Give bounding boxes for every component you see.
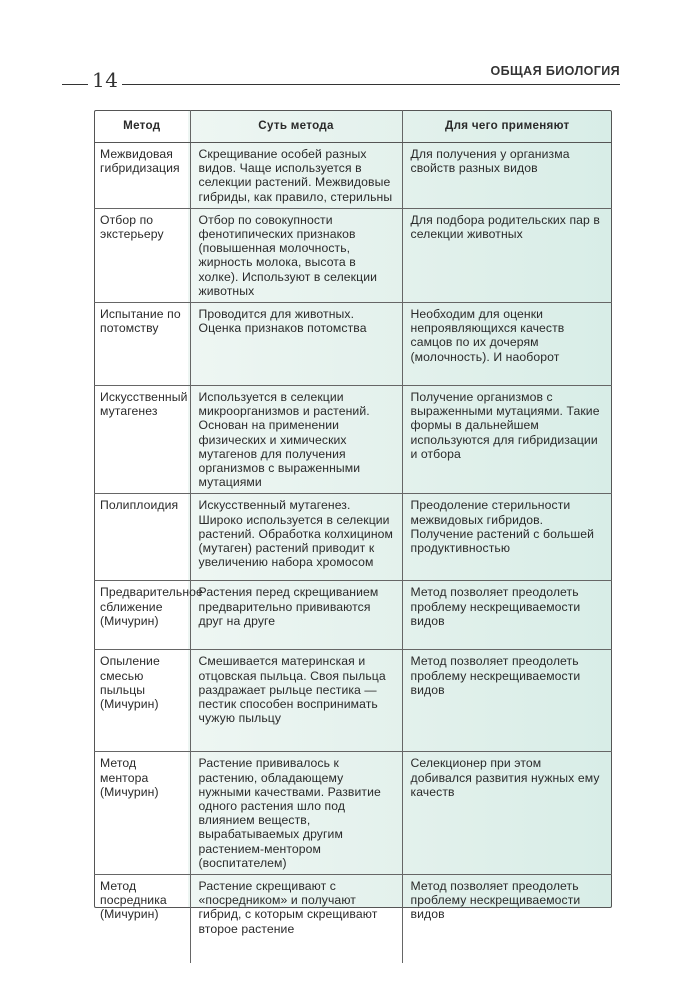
method-cell: Метод посредника (Мичурин)	[100, 879, 167, 922]
purpose-cell: Метод позволяет преодолеть проблему нескрещиваемости видов	[402, 650, 612, 752]
method-cell: Опыление смесью пыльцы (Мичурин)	[94, 650, 190, 752]
purpose-cell: Метод позволяет преодолеть проблему нескрещиваемости видов	[402, 581, 612, 650]
essence-cell: Смешивается материнская и отцовская пыльца. Своя пыльца раздражает рыльце пестика — пестик способен воспринимать чужую пыльцу	[190, 650, 402, 752]
essence-cell: Используется в селекции микроорганизмов и растений. Основан на применении физических и химических мутагенов для получения организмов с выраженными мутациями	[190, 386, 402, 494]
methods-table-container	[94, 110, 612, 936]
purpose-cell: Селекционер при этом добивался развития нужных ему качеств	[402, 752, 612, 875]
method-cell: Межвидовая гибридизация	[94, 143, 190, 209]
method-cell: Предварительное сближение (Мичурин)	[94, 581, 190, 650]
method-cell: Испытание по потомству	[94, 303, 190, 386]
essence-cell: Отбор по совокупности фенотипических признаков (повышенная молочность, жирность молока, высота в холке). Используют в селекции животных	[190, 208, 402, 302]
essence-cell: Скрещивание особей разных видов. Чаще используется в селекции растений. Межвидовые гибриды, как правило, стерильны	[190, 143, 402, 209]
method-cell: Полиплоидия	[94, 494, 190, 581]
purpose-cell: Получение организмов с выраженными мутациями. Такие формы в дальнейшем используются для гибридизации и отбора	[402, 386, 612, 494]
purpose-cell: Для подбора родительских пар в селекции животных	[402, 208, 612, 302]
essence-cell: Проводится для животных. Оценка признаков потомства	[190, 303, 402, 386]
table-row	[94, 303, 612, 386]
method-cell: Отбор по экстерьеру	[94, 208, 190, 302]
methods-table	[94, 110, 612, 963]
essence-cell: Искусственный мутагенез. Широко используется в селекции растений. Обработка колхицином (мутаген) растений приводит к увеличению набора хромосом	[190, 494, 402, 581]
table-row	[94, 494, 612, 581]
table-row	[94, 650, 612, 752]
purpose-cell: Преодоление стерильности межвидовых гибридов. Получение растений с большей продуктивностью	[402, 494, 612, 581]
essence-cell: Растение прививалось к растению, обладающему нужными качествами. Развитие одного растения шло под влиянием веществ, вырабатываемых другим растением-ментором (воспитателем)	[190, 752, 402, 875]
table-row	[94, 875, 612, 964]
method-cell: Метод ментора (Мичурин)	[94, 752, 190, 875]
table-row	[94, 752, 612, 875]
essence-cell: Растение скрещивают с «посредником» и получают гибрид, с которым скрещивают второе растение	[190, 875, 402, 964]
page-header	[0, 0, 682, 100]
table-row	[94, 386, 612, 494]
purpose-cell: Для получения у организма свойств разных видов	[402, 143, 612, 209]
table-row	[94, 581, 612, 650]
column-header-method: Метод	[94, 110, 190, 143]
page-number: 14	[92, 68, 119, 92]
column-header-purpose: Для чего применяют	[402, 110, 612, 143]
column-header-essence: Суть метода	[190, 110, 402, 143]
table-row	[94, 143, 612, 209]
purpose-cell: Метод позволяет преодолеть проблему нескрещиваемости видов	[402, 875, 612, 964]
table-header-row	[94, 110, 612, 143]
method-cell: Искусственный мутагенез	[94, 386, 190, 494]
table-row	[94, 208, 612, 302]
purpose-cell: Необходим для оценки непроявляющихся качеств самцов по их дочерям (молочность). И наоборот	[402, 303, 612, 386]
header-rule-left	[62, 84, 88, 85]
header-rule	[122, 84, 620, 85]
running-title: ОБЩАЯ БИОЛОГИЯ	[490, 64, 620, 78]
essence-cell: Растения перед скрещиванием предварительно прививаются друг на друге	[190, 581, 402, 650]
